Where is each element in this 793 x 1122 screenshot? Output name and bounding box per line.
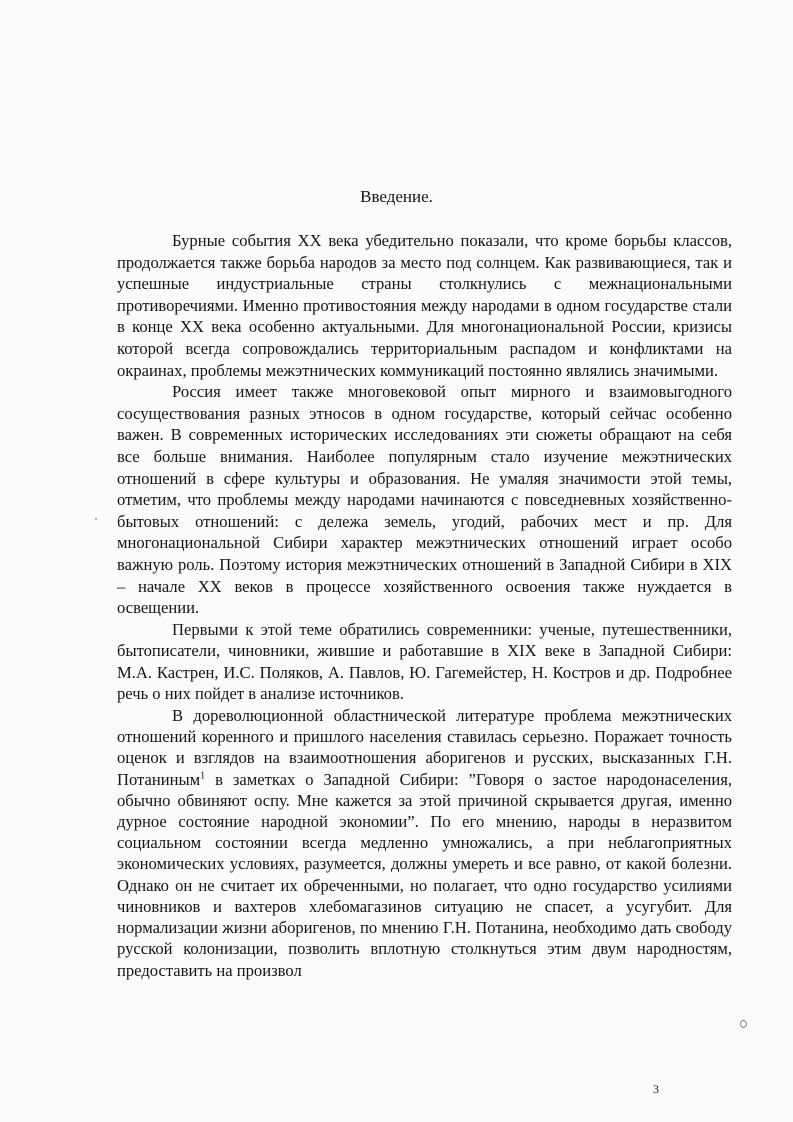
body-text: [117, 230, 732, 981]
scan-artifact-mark: [740, 1020, 747, 1028]
paragraph-3: Первыми к этой теме обратились современники: ученые, путешественники, бытописатели, чиновники, жившие и работавшие в XIX веке в Западной Сибири: М.А. Кастрен, И.С. Поляков, А. Павлов, Ю. Гагемейстер, Н. Костров и др. Подробнее речь о них пойдет в анализе источников.: [117, 619, 732, 704]
page-title: Введение.: [360, 187, 433, 206]
paragraph-4-text-start: В дореволюционной областнической литературе проблема межэтнических отношений коренного и пришлого населения ставилась серьезно. Поражает точность оценок и взглядов на взаимоотношения аборигенов и русских, высказанных Г.Н. Потаниным: [117, 706, 732, 789]
footnote-reference: 1: [200, 770, 206, 782]
paragraph-1: Бурные события XX века убедительно показали, что кроме борьбы классов, продолжается также борьба народов за место под солнцем. Как развивающиеся, так и успешные индустриальные страны столкнулись с межнациональными противоречиями. Именно противостояния между народами в одном государстве стали в конце XX века особенно актуальными. Для многонациональной России, кризисы которой всегда сопровождались территориальным распадом и конфликтами на окраинах, проблемы межэтнических коммуникаций постоянно являлись значимыми.: [117, 231, 732, 380]
page-number: 3: [653, 1082, 659, 1096]
paragraph-4: [117, 705, 732, 981]
scan-artifact-dot: [95, 518, 97, 520]
paragraph-4-text-end: в заметках о Западной Сибири: ”Говоря о застое народонаселения, обычно обвиняют оспу. Мне кажется за этой причиной скрывается другая, именно дурное состояние народной экономии”. По его мнению, народы в неразвитом социальном состоянии всегда медленно умножались, а при неблагоприятных экономических условиях, разумеется, должны умереть и все равно, от какой болезни. Однако он не считает их обреченными, но полагает, что одно государство усилиями чиновников и вахтеров хлебомагазинов ситуацию не спасет, а усугубит. Для нормализации жизни аборигенов, по мнению Г.Н. Потанина, необходимо дать свободу русской колонизации, позволить вплотную столкнуться этим двум народностям, предоставить на произвол: [117, 769, 732, 980]
paragraph-2: Россия имеет также многовековой опыт мирного и взаимовыгодного сосуществования разных этносов в одном государстве, который сейчас особенно важен. В современных исторических исследованиях эти сюжеты обращают на себя все больше внимания. Наиболее популярным стало изучение межэтнических отношений в сфере культуры и образования. Не умаляя значимости этой темы, отметим, что проблемы между народами начинаются с повседневных хозяйственно-бытовых отношений: с дележа земель, угодий, рабочих мест и пр. Для многонациональной Сибири характер межэтнических отношений играет особо важную роль. Поэтому история межэтнических отношений в Западной Сибири в XIX – начале XX веков в процессе хозяйственного освоения также нуждается в освещении.: [117, 382, 732, 618]
